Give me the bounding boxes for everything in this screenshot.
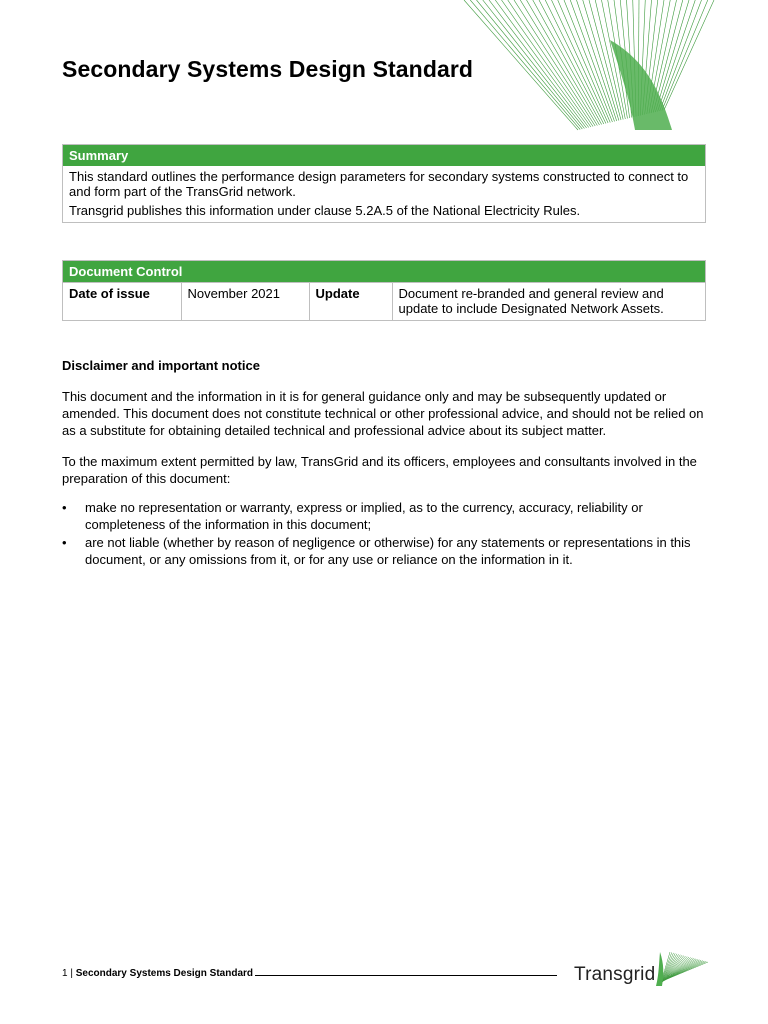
summary-paragraph: This standard outlines the performance design parameters for secondary systems constructed to connect to and form part of the TransGrid network. (69, 169, 689, 199)
page-title: Secondary Systems Design Standard (62, 56, 474, 82)
bullet-icon: • (62, 500, 67, 515)
summary-heading: Summary (63, 145, 705, 166)
update-value: Document re-branded and general review and update to include Designated Network Assets. (392, 283, 705, 321)
footer-title: Secondary Systems Design Standard (75, 968, 254, 979)
summary-box (62, 144, 706, 223)
date-of-issue-label: Date of issue (63, 283, 181, 321)
table-row (63, 283, 705, 321)
document-control-table (63, 282, 705, 320)
disclaimer-bullet-list (62, 499, 712, 568)
document-control-box (62, 260, 706, 321)
disclaimer-section (62, 357, 712, 569)
summary-body (63, 166, 705, 222)
list-item-text: make no representation or warranty, express or implied, as to the currency, accuracy, reliability or completeness of the information in this document; (85, 500, 643, 532)
bullet-icon: • (62, 535, 67, 550)
logo-mark-icon (650, 950, 710, 990)
page-footer (62, 968, 557, 979)
list-item (62, 534, 712, 568)
disclaimer-heading: Disclaimer and important notice (62, 358, 260, 373)
list-item (62, 499, 712, 533)
date-of-issue-value: November 2021 (181, 283, 309, 321)
logo-text: Transgrid (574, 964, 656, 985)
update-label: Update (309, 283, 392, 321)
footer-rule (255, 975, 557, 976)
footer-separator: | (70, 968, 73, 979)
decorative-line-graphic (460, 0, 720, 132)
transgrid-logo (574, 950, 709, 990)
document-control-heading: Document Control (63, 261, 705, 282)
page-number: 1 (62, 968, 68, 979)
summary-paragraph: Transgrid publishes this information under clause 5.2A.5 of the National Electricity Rules. (69, 203, 581, 218)
disclaimer-paragraph: This document and the information in it is for general guidance only and may be subsequently updated or amended. This document does not constitute technical or other professional advice, and should not be relied on as a substitute for obtaining detailed technical and professional advice about its subject matter. (62, 389, 704, 438)
disclaimer-paragraph: To the maximum extent permitted by law, TransGrid and its officers, employees and consultants involved in the preparation of this document: (62, 454, 697, 486)
list-item-text: are not liable (whether by reason of negligence or otherwise) for any statements or representations in this document, or any omissions from it, or for any use or reliance on the information in it. (85, 535, 691, 567)
